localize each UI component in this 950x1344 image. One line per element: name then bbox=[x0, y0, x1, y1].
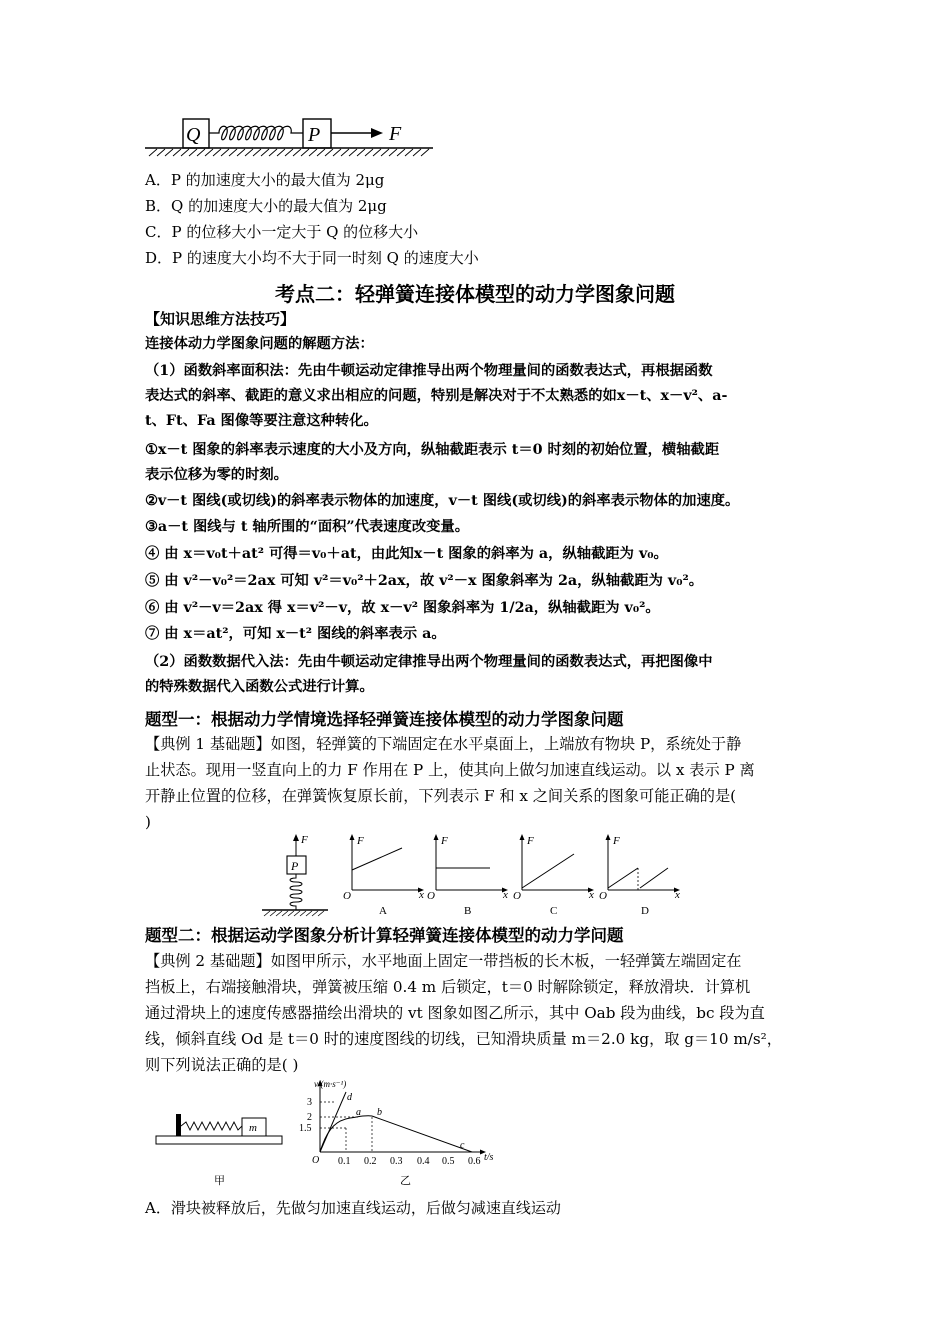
graph-b[interactable] bbox=[427, 834, 508, 917]
vt-xlabel: t/s bbox=[484, 1152, 494, 1163]
block-q-label: Q bbox=[186, 124, 201, 146]
graph-a-label: A bbox=[379, 905, 387, 917]
point-line-4: ③a－t 图线与 t 轴所围的“面积”代表速度改变量。 bbox=[145, 519, 470, 535]
example2-figure bbox=[150, 1078, 520, 1190]
block-p-label: P bbox=[308, 124, 321, 146]
method2-line-2: 的特殊数据代入函数公式进行计算。 bbox=[145, 679, 374, 695]
vt-ytick-15: 1.5 bbox=[299, 1123, 312, 1134]
vt-point-d: d bbox=[347, 1092, 352, 1103]
example2-line-1: 【典例 2 基础题】如图甲所示，水平地面上固定一带挡板的长木板，一轻弹簧左端固定在 bbox=[145, 952, 742, 970]
type1-title: 题型一：根据动力学情境选择轻弹簧连接体模型的动力学图象问题 bbox=[145, 710, 624, 729]
point-line-1: ①x－t 图象的斜率表示速度的大小及方向，纵轴截距表示 t＝0 时刻的初始位置，横轴截距 bbox=[145, 442, 720, 458]
graph-c-xaxis: x bbox=[589, 889, 594, 901]
vt-ytick-3: 3 bbox=[307, 1097, 312, 1108]
option-b: B．Q 的加速度大小的最大值为 2μg bbox=[145, 197, 387, 215]
horizontal-spring bbox=[181, 1122, 242, 1130]
method1-line-3: t、Ft、Fa 图像等要注意这种转化。 bbox=[145, 413, 378, 429]
method1-line-2: 表达式的斜率、截距的意义求出相应的问题，特别是解决对于不太熟悉的如x－t、x－v²、a- bbox=[145, 388, 728, 404]
graph-c[interactable] bbox=[513, 834, 594, 917]
vt-xtick-02: 0.2 bbox=[364, 1156, 377, 1167]
vt-point-c: c bbox=[460, 1140, 465, 1151]
graph-d[interactable] bbox=[599, 834, 680, 917]
section-title: 考点二：轻弹簧连接体模型的动力学图象问题 bbox=[275, 282, 675, 306]
graph-d-xaxis: x bbox=[675, 889, 680, 901]
example2-line-5: 则下列说法正确的是( ) bbox=[145, 1056, 299, 1074]
vt-ylabel: v/(m·s⁻¹) bbox=[314, 1079, 347, 1089]
vt-point-b: b bbox=[377, 1107, 382, 1118]
vt-xtick-05: 0.5 bbox=[442, 1156, 455, 1167]
vt-origin: O bbox=[312, 1155, 320, 1166]
method2-line-1: （2）函数数据代入法：先由牛顿运动定律推导出两个物理量间的函数表达式，再把图像中 bbox=[145, 654, 713, 670]
vt-ytick-2: 2 bbox=[307, 1112, 312, 1123]
label-jia: 甲 bbox=[214, 1175, 225, 1187]
graph-c-yaxis: F bbox=[527, 835, 534, 847]
example1-line-4: ) bbox=[145, 813, 151, 831]
vt-xtick-03: 0.3 bbox=[390, 1156, 403, 1167]
graph-b-label: B bbox=[464, 905, 472, 917]
force-up-label: F bbox=[301, 834, 308, 846]
graph-b-yaxis: F bbox=[441, 835, 448, 847]
label-yi: 乙 bbox=[400, 1175, 411, 1187]
graph-b-xaxis: x bbox=[503, 889, 508, 901]
graph-a-origin: O bbox=[343, 890, 351, 902]
graph-a-yaxis: F bbox=[357, 835, 364, 847]
graph-c-label: C bbox=[550, 905, 558, 917]
graph-c-origin: O bbox=[513, 890, 521, 902]
example2-option-a: A．滑块被释放后，先做匀加速直线运动，后做匀减速直线运动 bbox=[145, 1199, 561, 1217]
example1-line-3: 开静止位置的位移，在弹簧恢复原长前，下列表示 F 和 x 之间关系的图象可能正确的是( bbox=[145, 787, 737, 805]
example1-figure bbox=[260, 830, 690, 920]
point-line-5: ④ 由 x＝v₀t＋at² 可得＝v₀＋at，由此知x－t 图象的斜率为 a，纵轴截距为 v₀。 bbox=[145, 546, 668, 562]
spring-coil bbox=[209, 126, 303, 140]
knowledge-label: 【知识思维方法技巧】 bbox=[145, 310, 296, 328]
option-a: A．P 的加速度大小的最大值为 2μg bbox=[145, 171, 385, 189]
vertical-spring bbox=[290, 874, 302, 910]
example1-line-1: 【典例 1 基础题】如图，轻弹簧的下端固定在水平桌面上，上端放有物块 P，系统处于静 bbox=[145, 735, 742, 753]
intro-text: 连接体动力学图象问题的解题方法： bbox=[145, 336, 374, 352]
graph-a-xaxis: x bbox=[419, 889, 424, 901]
type2-title: 题型二：根据运动学图象分析计算轻弹簧连接体模型的动力学问题 bbox=[145, 926, 624, 945]
vt-xtick-01: 0.1 bbox=[338, 1156, 351, 1167]
vt-xtick-04: 0.4 bbox=[417, 1156, 430, 1167]
method1-line-1: （1）函数斜率面积法：先由牛顿运动定律推导出两个物理量间的函数表达式，再根据函数 bbox=[145, 363, 713, 379]
option-d: D．P 的速度大小均不大于同一时刻 Q 的速度大小 bbox=[145, 249, 479, 267]
point-line-8: ⑦ 由 x＝at²，可知 x－t² 图线的斜率表示 a。 bbox=[145, 626, 446, 642]
graph-d-yaxis: F bbox=[613, 835, 620, 847]
vt-xtick-06: 0.6 bbox=[468, 1156, 481, 1167]
graph-b-origin: O bbox=[427, 890, 435, 902]
point-line-3: ②v－t 图线(或切线)的斜率表示物体的加速度，v－t 图线(或切线)的斜率表示物体的加速度。 bbox=[145, 493, 740, 509]
option-c: C．P 的位移大小一定大于 Q 的位移大小 bbox=[145, 223, 419, 241]
graph-d-origin: O bbox=[599, 890, 607, 902]
example2-line-3: 通过滑块上的速度传感器描绘出滑块的 vt 图象如图乙所示，其中 Oab 段为曲线，bc 段为直 bbox=[145, 1004, 765, 1022]
block-p-vertical-label: P bbox=[291, 859, 299, 873]
vt-line-bc bbox=[372, 1116, 472, 1152]
point-line-7: ⑥ 由 v²－v＝2ax 得 x＝v²－v，故 x－v² 图象斜率为 1/2a，纵轴截距为 v₀²。 bbox=[145, 600, 660, 616]
spring-blocks-figure bbox=[145, 112, 435, 158]
long-board bbox=[156, 1136, 282, 1144]
vt-tangent-od bbox=[320, 1092, 346, 1152]
point-line-2: 表示位移为零的时刻。 bbox=[145, 467, 288, 483]
graph-a[interactable] bbox=[343, 834, 424, 917]
example1-line-2: 止状态。现用一竖直向上的力 F 作用在 P 上，使其向上做匀加速直线运动。以 x 表示 P 离 bbox=[145, 761, 755, 779]
example2-line-2: 挡板上，右端接触滑块，弹簧被压缩 0.4 m 后锁定，t＝0 时解除锁定，释放滑块．计算机 bbox=[145, 978, 751, 996]
point-line-6: ⑤ 由 v²－v₀²＝2ax 可知 v²＝v₀²＋2ax，故 v²－x 图象斜率为 2a，纵轴截距为 v₀²。 bbox=[145, 573, 704, 589]
vt-graph bbox=[299, 1079, 494, 1167]
example2-line-4: 线，倾斜直线 Od 是 t＝0 时的速度图线的切线，已知滑块质量 m＝2.0 kg，取 g＝10 m/s²， bbox=[145, 1030, 782, 1048]
force-label: F bbox=[389, 123, 402, 145]
slider-block-label: m bbox=[249, 1122, 257, 1134]
graph-d-label: D bbox=[641, 905, 649, 917]
vt-point-a: a bbox=[356, 1107, 361, 1118]
